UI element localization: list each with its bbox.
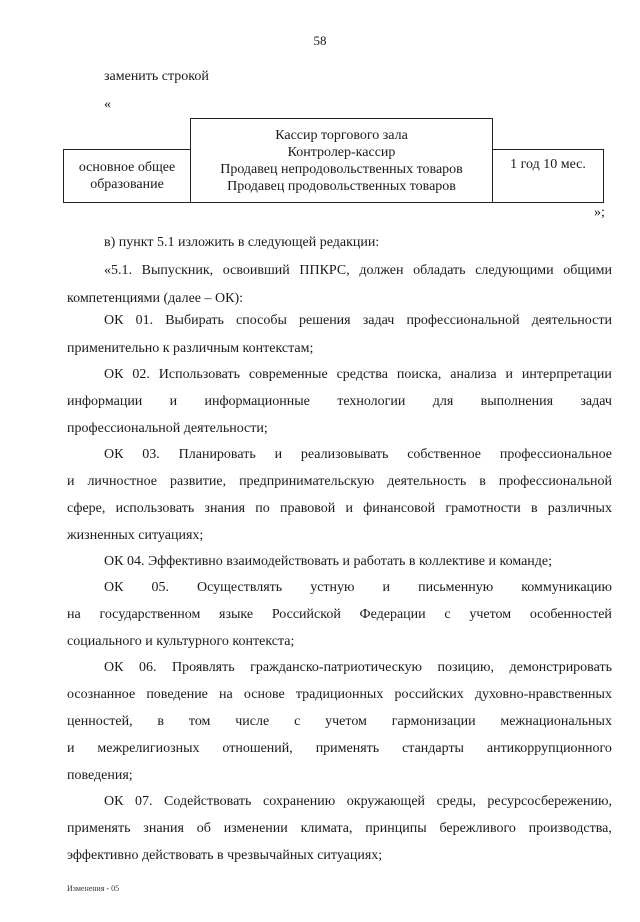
text-line: на государственном языке Российской Федерации с учетом особенностей (67, 607, 612, 622)
text-line: и личностное развитие, предпринимательскую деятельность в профессиональной (67, 474, 612, 489)
text-line: и межрелигиозных отношений, применять стандарты антикоррупционного (67, 741, 612, 756)
text-line: ОК 01. Выбирать способы решения задач профессиональной деятельности (104, 313, 612, 328)
text-line: поведения; (67, 768, 133, 783)
text-line: ОК 04. Эффективно взаимодействовать и работать в коллективе и команде; (104, 554, 553, 569)
text-line: профессиональной деятельности; (67, 421, 268, 436)
duration-value: 1 год 10 мес. (510, 157, 586, 172)
page-number: 58 (313, 33, 327, 48)
text-line: ОК 07. Содействовать сохранению окружающей среды, ресурсосбережению, (104, 794, 612, 809)
text-line: компетенциями (далее – ОК): (67, 291, 244, 306)
text-line: сфере, использовать знания по правовой и финансовой грамотности в различных (67, 501, 612, 516)
footer-revision: Изменения - 05 (67, 884, 120, 893)
table-cell-duration (492, 149, 604, 203)
text-line: жизненных ситуациях; (67, 528, 204, 543)
text-line: информации и информационные технологии для выполнения задач (67, 394, 612, 409)
text-line: ОК 06. Проявлять гражданско-патриотическую позицию, демонстрировать (104, 660, 612, 675)
text-line: ОК 02. Использовать современные средства поиска, анализа и интерпретации (104, 367, 612, 382)
text-line: применительно к различным контекстам; (67, 341, 314, 356)
text-line: применять знания об изменении климата, принципы бережливого производства, (67, 821, 612, 836)
text-line: в) пункт 5.1 изложить в следующей редакции: (104, 235, 380, 250)
profession-4: Продавец продовольственных товаров (227, 178, 456, 194)
table-cell-education (63, 149, 191, 203)
profession-3: Продавец непродовольственных товаров (220, 161, 463, 177)
close-quote: »; (594, 205, 605, 220)
text-line: «5.1. Выпускник, освоивший ППКРС, должен обладать следующими общими (104, 263, 612, 278)
profession-1: Кассир торгового зала (275, 127, 408, 143)
education-line-1: основное общее (78, 160, 176, 175)
open-quote: « (104, 97, 111, 112)
text-line: эффективно действовать в чрезвычайных ситуациях; (67, 848, 383, 863)
text-line: осознанное поведение на основе традиционных российских духовно-нравственных (67, 687, 612, 702)
text-line: ОК 05. Осуществлять устную и письменную коммуникацию (104, 580, 612, 595)
text-line: ценностей, в том числе с учетом гармонизации межнациональных (67, 714, 612, 729)
text-line: социального и культурного контекста; (67, 634, 295, 649)
profession-2: Контролер-кассир (287, 144, 396, 160)
table-cell-professions (190, 118, 493, 203)
text-line: ОК 03. Планировать и реализовывать собственное профессиональное (104, 447, 612, 462)
education-line-2: образование (90, 177, 164, 192)
replace-instruction: заменить строкой (104, 69, 209, 84)
